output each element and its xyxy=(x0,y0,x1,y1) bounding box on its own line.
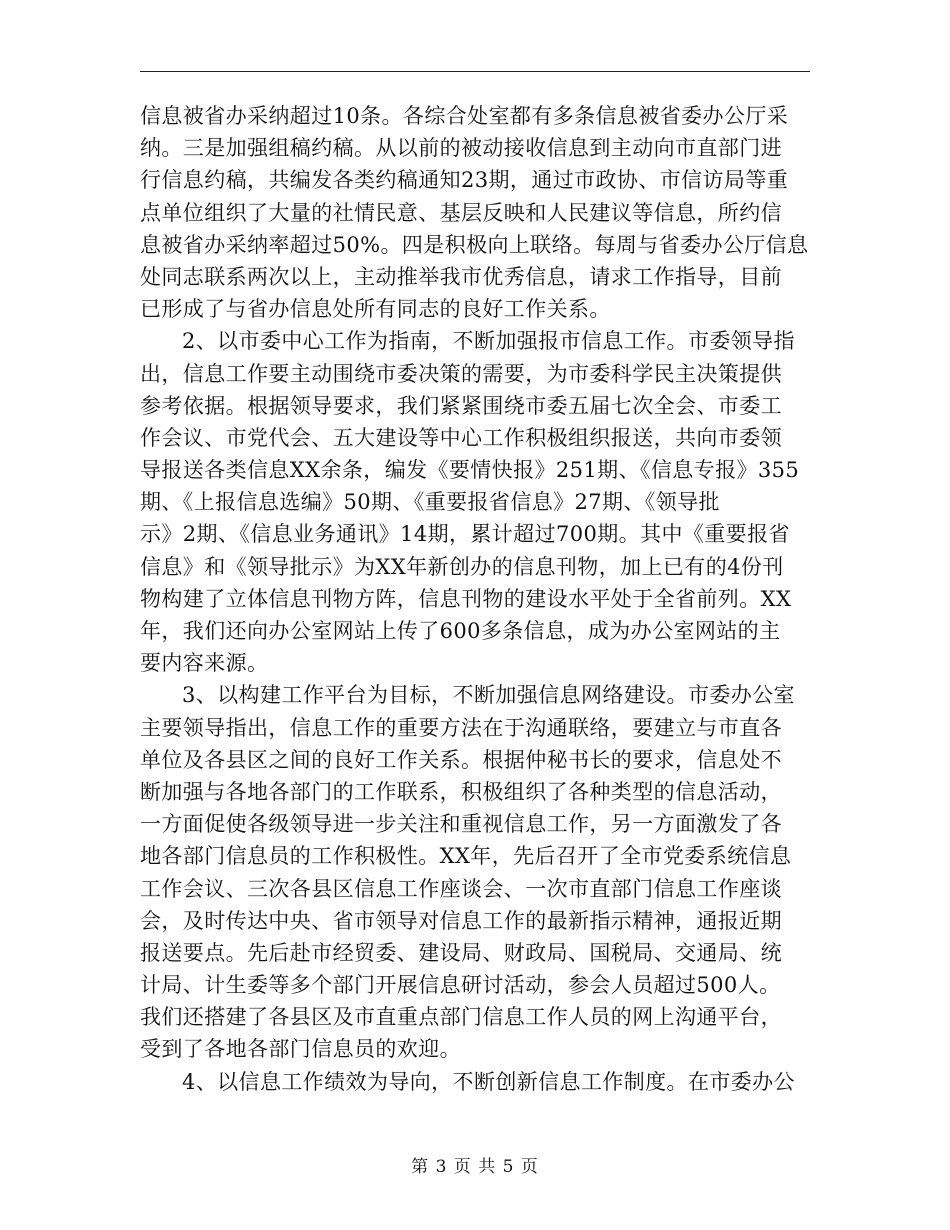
body-text xyxy=(140,100,810,1098)
text-line: 处同志联系两次以上，主动推举我市优秀信息，请求工作指导，目前 xyxy=(140,264,782,289)
paragraph-3-start: 3、以构建工作平台为目标，不断加强信息网络建设。市委办公室 xyxy=(182,683,795,708)
text-line: 点单位组织了大量的社情民意、基层反映和人民建议等信息，所约信 xyxy=(140,200,782,225)
text-line: 行信息约稿，共编发各类约稿通知23期，通过市政协、市信访局等重 xyxy=(140,168,789,193)
text-line: 出，信息工作要主动围绕市委决策的需要，为市委科学民主决策提供 xyxy=(140,361,782,386)
text-line: 作会议、市党代会、五大建设等中心工作积极组织报送，共向市委领 xyxy=(140,425,782,450)
paragraph-2-start: 2、以市委中心工作为指南，不断加强报市信息工作。市委领导指 xyxy=(182,329,795,354)
text-line: 纳。三是加强组稿约稿。从以前的被动接收信息到主动向市直部门进 xyxy=(140,136,782,161)
text-line: 参考依据。根据领导要求，我们紧紧围绕市委五届七次全会、市委工 xyxy=(140,393,782,418)
header-rule xyxy=(140,71,810,72)
page-footer: 第 3 页 共 5 页 xyxy=(411,1157,539,1177)
text-line: 信息》和《领导批示》为XX年新创办的信息刊物，加上已有的4份刊 xyxy=(140,554,784,579)
text-line: 已形成了与省办信息处所有同志的良好工作关系。 xyxy=(140,297,611,322)
text-line: 物构建了立体信息刊物方阵，信息刊物的建设水平处于全省前列。XX xyxy=(140,586,792,611)
text-line: 会，及时传达中央、省市领导对信息工作的最新指示精神，通报近期 xyxy=(140,908,782,933)
paragraph-4-start: 4、以信息工作绩效为导向，不断创新信息工作制度。在市委办公 xyxy=(182,1069,795,1094)
text-line: 我们还搭建了各县区及市直重点部门信息工作人员的网上沟通平台， xyxy=(140,1005,782,1030)
text-line: 要内容来源。 xyxy=(140,651,269,676)
text-line: 报送要点。先后赴市经贸委、建设局、财政局、国税局、交通局、统 xyxy=(140,940,782,965)
text-line: 导报送各类信息XX余条，编发《要情快报》251期、《信息专报》355 xyxy=(140,458,800,483)
text-line: 年，我们还向办公室网站上传了600多条信息，成为办公室网站的主 xyxy=(140,619,781,643)
text-line: 单位及各县区之间的良好工作关系。根据仲秘书长的要求，信息处不 xyxy=(140,747,782,772)
text-line: 断加强与各地各部门的工作联系，积极组织了各种类型的信息活动， xyxy=(140,779,782,804)
text-line: 示》2期、《信息业务通讯》14期，累计超过700期。其中《重要报省 xyxy=(140,522,790,547)
text-line: 主要领导指出，信息工作的重要方法在于沟通联络，要建立与市直各 xyxy=(140,715,782,740)
text-line: 一方面促使各级领导进一步关注和重视信息工作，另一方面激发了各 xyxy=(140,812,782,837)
text-line: 受到了各地各部门信息员的欢迎。 xyxy=(140,1037,461,1062)
text-line: 期、《上报信息选编》50期、《重要报省信息》27期、《领导批 xyxy=(140,490,720,515)
text-line: 信息被省办采纳超过10条。各综合处室都有多条信息被省委办公厅采 xyxy=(140,104,789,128)
text-line: 工作会议、三次各县区信息工作座谈会、一次市直部门信息工作座谈 xyxy=(140,876,782,901)
text-line: 计局、计生委等多个部门开展信息研讨活动，参会人员超过500人。 xyxy=(140,973,781,998)
text-line: 息被省办采纳率超过50%。四是积极向上联络。每周与省委办公厅信息 xyxy=(140,232,809,257)
text-line: 地各部门信息员的工作积极性。XX年，先后召开了全市党委系统信息 xyxy=(140,844,792,869)
